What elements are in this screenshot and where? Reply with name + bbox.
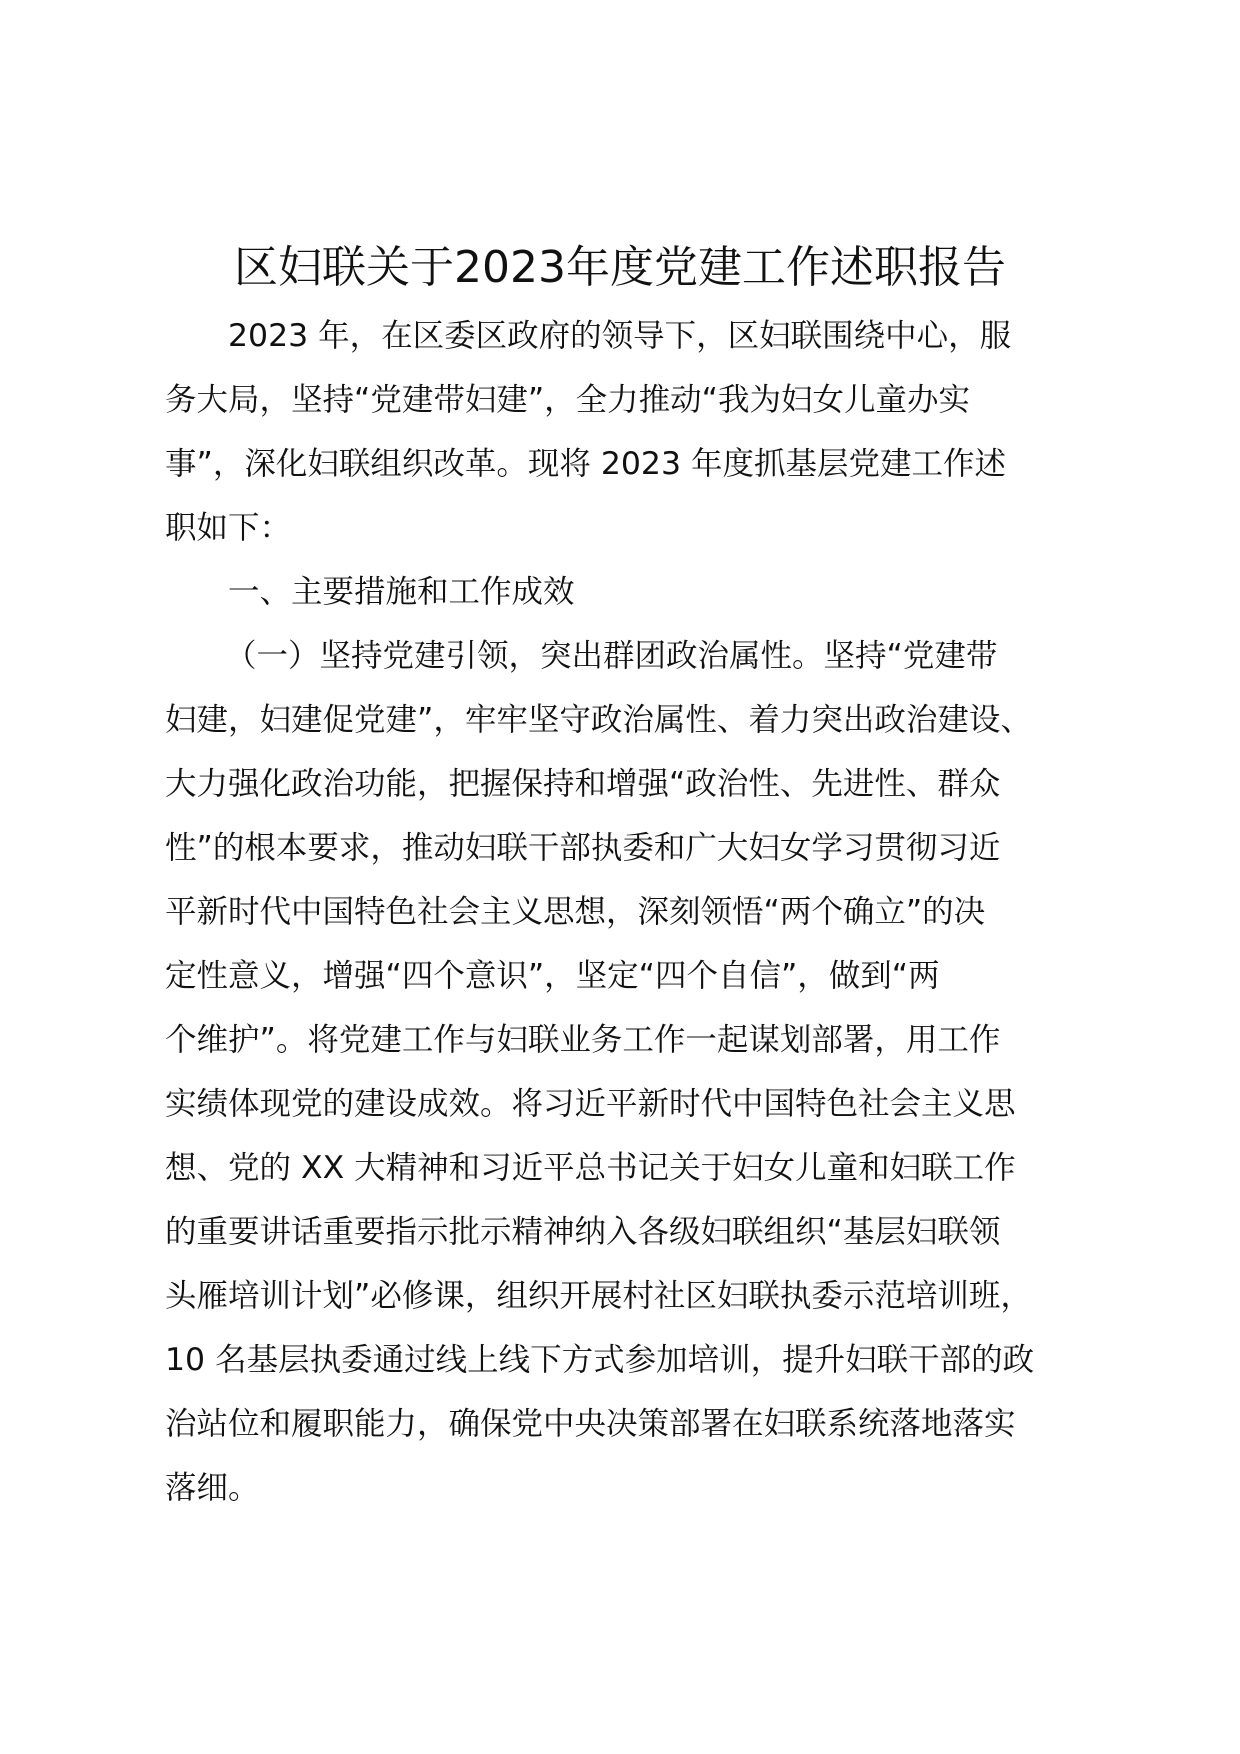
subsection-line-6: 定性意义，增强“四个意识”，坚定“四个自信”，做到“两 xyxy=(165,958,940,994)
subsection-line-11: 头雁培训计划”必修课，组织开展村社区妇联执委示范培训班， xyxy=(165,1278,1032,1314)
subsection-line-7: 个维护”。将党建工作与妇联业务工作一起谋划部署，用工作 xyxy=(165,1022,1001,1058)
subsection-line-9: 想、党的 XX 大精神和习近平总书记关于妇女儿童和妇联工作 xyxy=(165,1150,1016,1186)
subsection-line-5: 平新时代中国特色社会主义思想，深刻领悟“两个确立”的决 xyxy=(165,894,986,930)
subsection-line-1: （一）坚持党建引领，突出群团政治属性。坚持“党建带 xyxy=(225,638,998,674)
subsection-line-12: 10 名基层执委通过线上线下方式参加培训，提升妇联干部的政 xyxy=(165,1342,1035,1378)
intro-line-2: 务大局，坚持“党建带妇建”，全力推动“我为妇女儿童办实 xyxy=(165,382,970,418)
document-body xyxy=(165,304,1080,1520)
subsection-line-8: 实绩体现党的建设成效。将习近平新时代中国特色社会主义思 xyxy=(165,1086,1016,1122)
subsection-line-2: 妇建，妇建促党建”，牢牢坚守政治属性、着力突出政治建设、 xyxy=(165,702,1032,738)
subsection-line-10: 的重要讲话重要指示批示精神纳入各级妇联组织“基层妇联领 xyxy=(165,1214,1001,1250)
intro-line-3: 事”，深化妇联组织改革。现将 2023 年度抓基层党建工作述 xyxy=(165,446,1007,482)
document-title: 区妇联关于2023年度党建工作述职报告 xyxy=(234,242,1006,293)
subsection-line-4: 性”的根本要求，推动妇联干部执委和广大妇女学习贯彻习近 xyxy=(165,830,1001,866)
subsection-line-3: 大力强化政治功能，把握保持和增强“政治性、先进性、群众 xyxy=(165,766,1001,802)
intro-line-1: 2023 年，在区委区政府的领导下，区妇联围绕中心，服 xyxy=(228,318,1012,354)
section-heading: 一、主要措施和工作成效 xyxy=(228,574,575,610)
subsection-line-14: 落细。 xyxy=(165,1470,260,1506)
intro-line-4: 职如下： xyxy=(165,510,292,546)
subsection-line-13: 治站位和履职能力，确保党中央决策部署在妇联系统落地落实 xyxy=(165,1406,1016,1442)
